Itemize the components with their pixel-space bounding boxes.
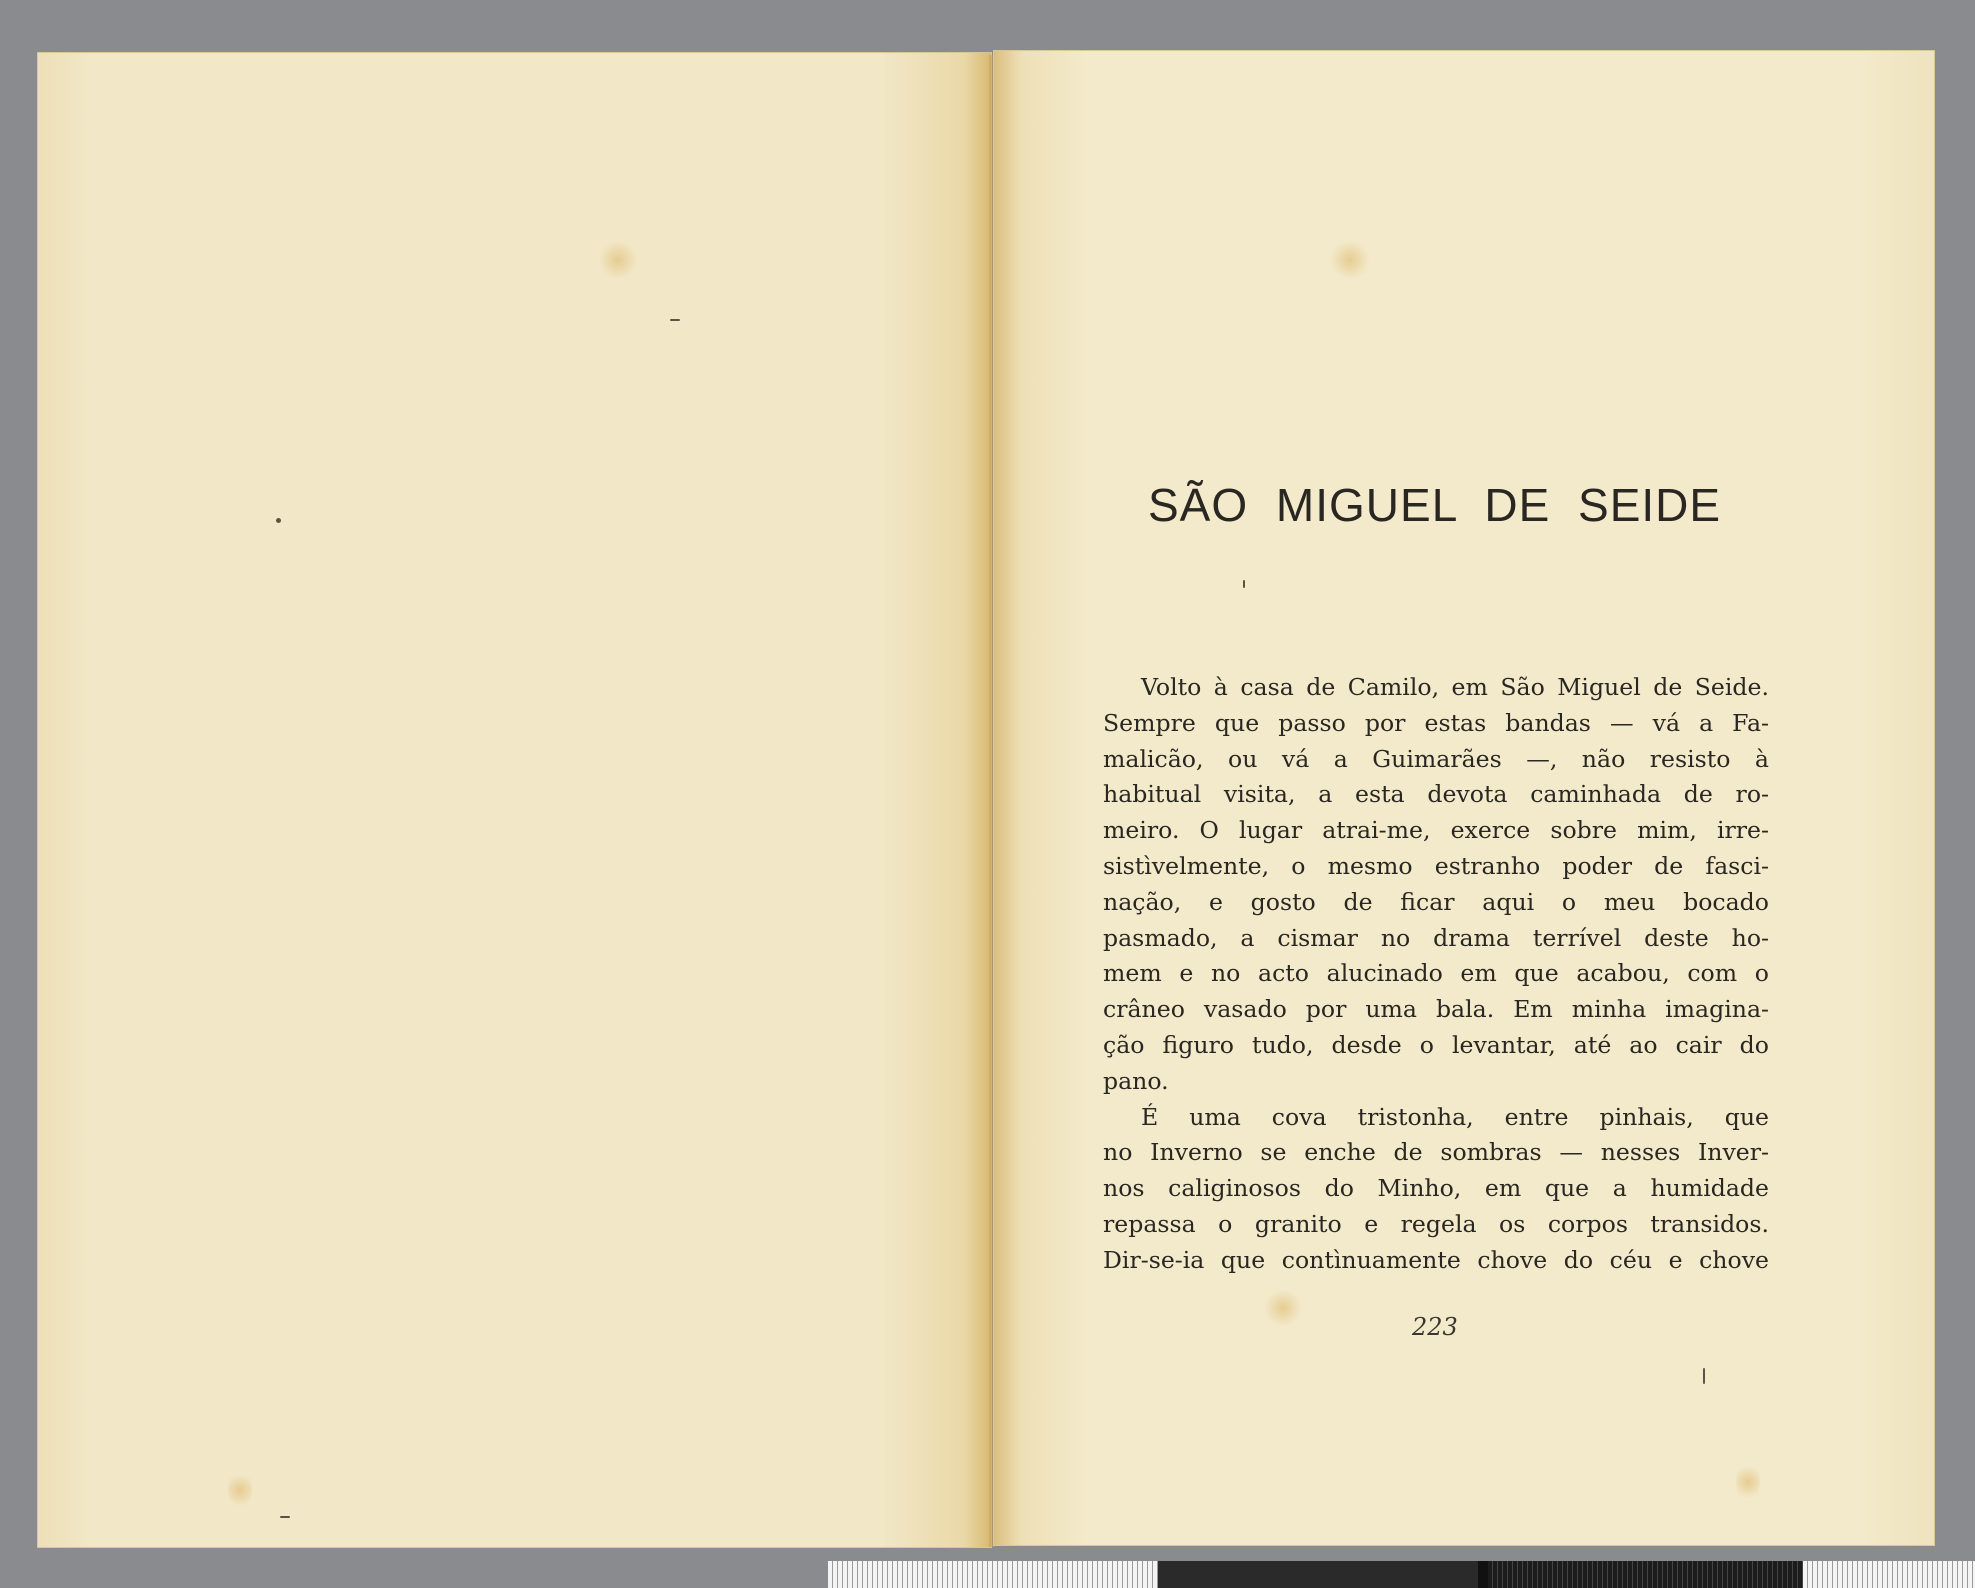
paper-speck (1243, 580, 1245, 588)
left-page-blank (37, 52, 992, 1548)
text-line: meiro. O lugar atrai-me, exerce sobre mim, irre- (1103, 816, 1769, 845)
ruler-segment (1158, 1561, 1478, 1588)
scale-ruler (828, 1561, 1975, 1588)
text-line: pasmado, a cismar no drama terrível deste ho- (1103, 923, 1769, 952)
text-line: Volto à casa de Camilo, em São Miguel de Seide. (1141, 673, 1769, 701)
text-line: sistìvelmente, o mesmo estranho poder de fasci- (1103, 851, 1769, 880)
ruler-segment (828, 1561, 1158, 1588)
text-line: É uma cova tristonha, entre pinhais, que (1141, 1102, 1769, 1131)
ruler-segment (1803, 1561, 1975, 1588)
text-line: Sempre que passo por estas bandas — vá a Fa- (1103, 708, 1769, 737)
text-line: Dir-se-ia que contìnuamente chove do céu e chove (1103, 1245, 1769, 1274)
paper-stain (1736, 1462, 1760, 1502)
paper-stain (598, 240, 638, 280)
text-line: nos caliginosos do Minho, em que a humidade (1103, 1174, 1769, 1203)
paper-speck (276, 518, 281, 523)
text-line: habitual visita, a esta devota caminhada de ro- (1103, 780, 1769, 809)
paper-speck (1703, 1368, 1705, 1384)
text-line: nação, e gosto de ficar aqui o meu bocado (1103, 887, 1769, 916)
text-line: crâneo vasado por uma bala. Em minha imagina- (1103, 995, 1769, 1024)
text-line: no Inverno se enche de sombras — nesses Inver- (1103, 1138, 1769, 1167)
paper-stain (1330, 240, 1370, 280)
page-number: 223 (1412, 1313, 1458, 1341)
text-line: ção figuro tudo, desde o levantar, até ao cair do (1103, 1030, 1769, 1059)
text-line: repassa o granito e regela os corpos transidos. (1103, 1209, 1769, 1238)
paper-speck (670, 319, 680, 321)
paper-stain (228, 1470, 252, 1510)
text-line: pano. (1103, 1066, 1169, 1095)
text-line: mem e no acto alucinado em que acabou, com o (1103, 959, 1769, 988)
text-line: malicão, ou vá a Guimarães —, não resisto à (1103, 744, 1769, 773)
ruler-segment (1488, 1561, 1803, 1588)
paper-stain (1263, 1290, 1303, 1326)
paper-speck (280, 1516, 290, 1518)
body-text (1103, 670, 1769, 1279)
chapter-title: SÃO MIGUEL DE SEIDE (1148, 479, 1722, 531)
